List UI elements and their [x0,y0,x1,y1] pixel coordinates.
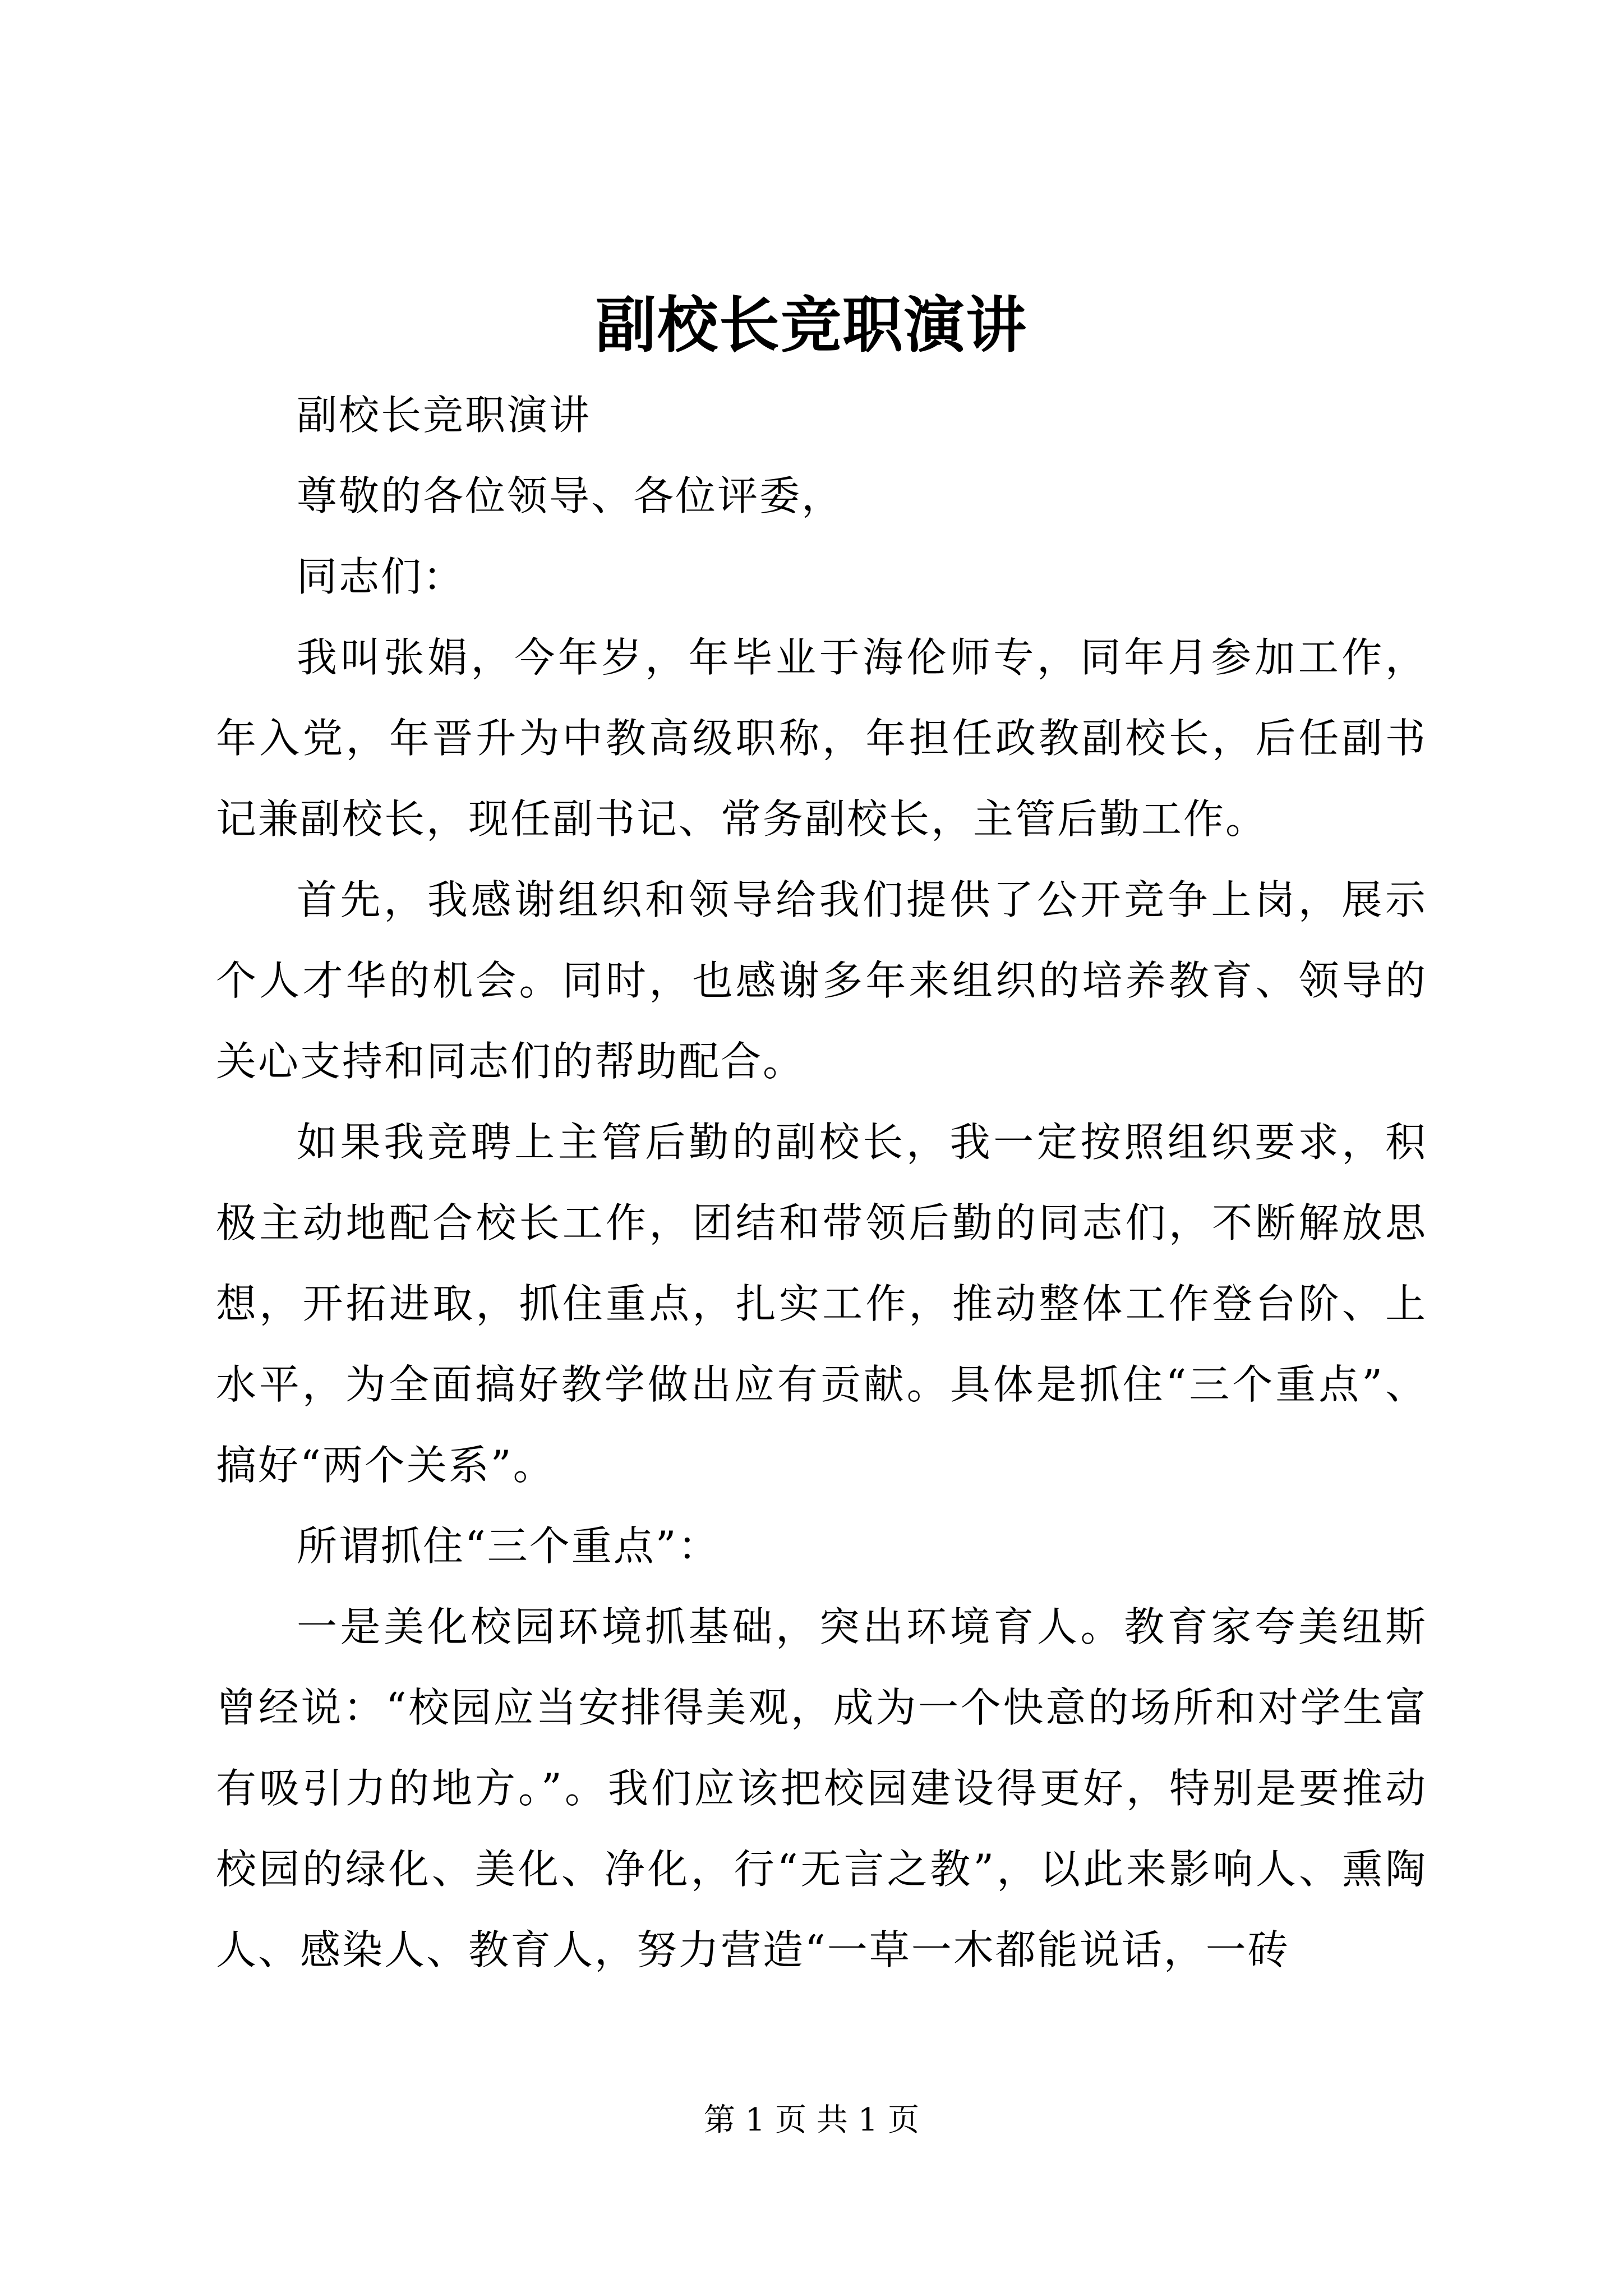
paragraph-three-points: 所谓抓住“三个重点”： [297,1522,720,1570]
paragraph-thanks: 首先，我感谢组织和领导给我们提供了公开竞争上岗，展示个人才华的机会。同时，也感谢多年来组织的培养教育、领导的关心支持和同志们的帮助配合。 [216,876,1427,1085]
paragraph-introduction: 我叫张娟，今年岁，年毕业于海伦师专，同年月参加工作，年入党，年晋升为中教高级职称，年担任政教副校长，后任副书记兼副校长，现任副书记、常务副校长，主管后勤工作。 [216,634,1427,843]
paragraph-plan: 如果我竞聘上主管后勤的副校长，我一定按照组织要求，积极主动地配合校长工作，团结和带领后勤的同志们，不断解放思想，开拓进取，抓住重点，扎实工作，推动整体工作登台阶、上水平，为全面搞好教学做出应有贡献。具体是抓住“三个重点”、搞好“两个关系”。 [216,1119,1427,1489]
paragraph-salutation: 尊敬的各位领导、各位评委， [297,472,844,519]
document-body [216,375,1427,1990]
document-title: 副校长竞职演讲 [595,290,1027,361]
page-footer: 第 1 页 共 1 页 [703,2102,920,2138]
paragraph-heading: 副校长竞职演讲 [297,392,592,439]
paragraph-salutation-2: 同志们： [297,553,465,600]
paragraph-point-one: 一是美化校园环境抓基础，突出环境育人。教育家夸美纽斯曾经说：“校园应当安排得美观，成为一个快意的场所和对学生富有吸引力的地方。”。我们应该把校园建设得更好，特别是要推动校园的绿化、美化、净化，行“无言之教”，以此来影响人、熏陶人、感染人、教育人，努力营造“一草一木都能说话，一砖 [216,1603,1427,1973]
